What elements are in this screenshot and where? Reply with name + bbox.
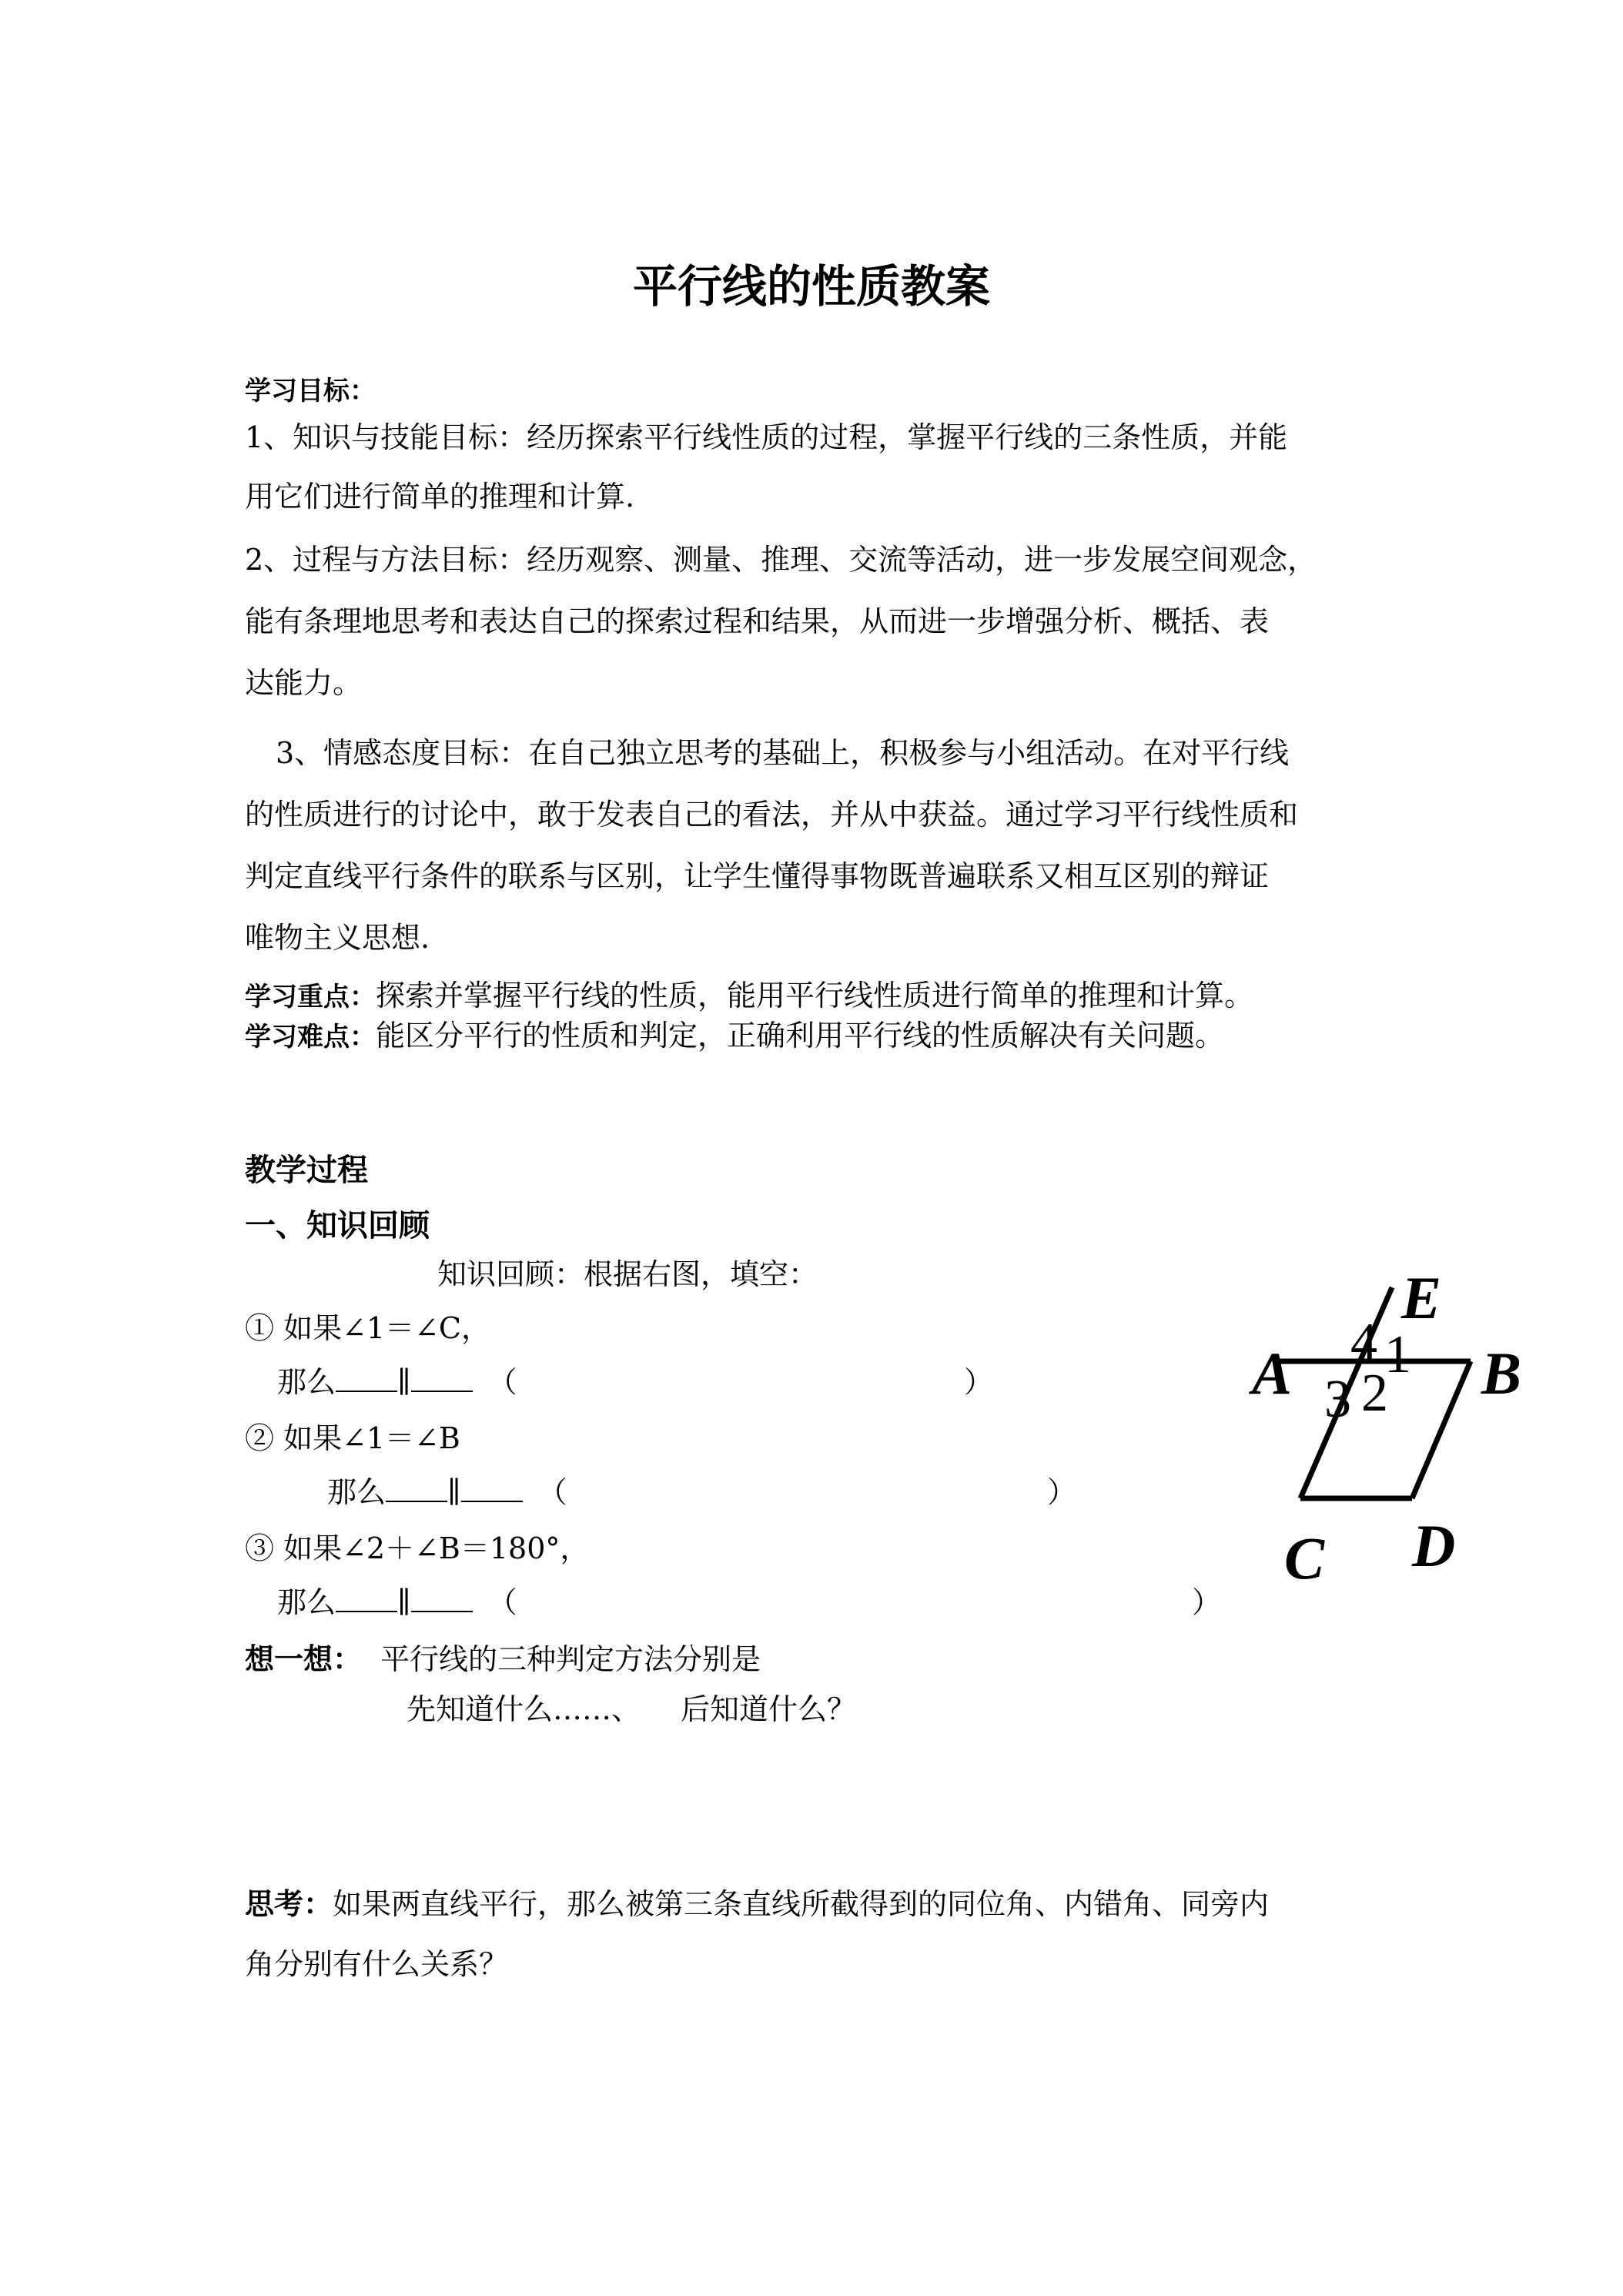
section-review-heading: 一、知识回顾	[245, 1208, 430, 1243]
page-title: 平行线的性质教案	[632, 260, 990, 313]
question-3-answer	[277, 1583, 517, 1622]
paren-open: （	[487, 1585, 517, 1619]
figure-svg	[1224, 1278, 1586, 1602]
angle-3-label: 3	[1324, 1370, 1351, 1429]
objective-1-line-1: 1、知识与技能目标：经历探索平行线性质的过程，掌握平行线的三条性质，并能	[245, 420, 1288, 454]
objective-3-line-3: 判定直线平行条件的联系与区别，让学生懂得事物既普遍联系又相互区别的辩证	[245, 859, 1270, 893]
parallel-symbol: ∥	[397, 1365, 411, 1399]
objective-2-line-1: 2、过程与方法目标：经历观察、测量、推理、交流等活动，进一步发展空间观念，	[245, 543, 1317, 577]
objective-3-line-4: 唯物主义思想.	[245, 921, 430, 955]
review-intro: 知识回顾：根据右图，填空：	[437, 1257, 818, 1291]
answer-blank[interactable]	[461, 1474, 523, 1502]
difficulty	[245, 1016, 1224, 1056]
label-c: C	[1284, 1525, 1325, 1591]
label-a: A	[1252, 1340, 1293, 1407]
objective-2-line-3: 达能力。	[245, 666, 363, 700]
think-line-1: 平行线的三种判定方法分别是	[380, 1642, 761, 1676]
objective-3-line-1: 3、情感态度目标：在自己独立思考的基础上，积极参与小组活动。在对平行线	[276, 736, 1290, 770]
angle-2-label: 2	[1361, 1364, 1388, 1423]
think-block	[245, 1640, 761, 1678]
reflect-line-2: 角分别有什么关系？	[245, 1947, 509, 1981]
question-1-paren-close: ）	[964, 1365, 994, 1399]
difficulty-text: 能区分平行的性质和判定，正确利用平行线的性质解决有关问题。	[376, 1019, 1225, 1053]
answer-blank[interactable]	[411, 1364, 473, 1392]
answer-blank[interactable]	[336, 1585, 397, 1612]
question-2-answer	[327, 1473, 567, 1511]
think-label: 想一想：	[245, 1642, 363, 1676]
objective-2-line-2: 能有条理地思考和表达自己的探索过程和结果，从而进一步增强分析、概括、表	[245, 604, 1270, 638]
question-1-condition: ① 如果∠1＝∠C，	[245, 1311, 491, 1345]
think-line-2-b: 后知道什么？	[681, 1692, 857, 1726]
question-3-paren-close: ）	[1192, 1585, 1222, 1619]
think-line-2-a: 先知道什么……、	[407, 1692, 641, 1726]
think-line-2	[407, 1690, 856, 1729]
objective-3-line-2: 的性质进行的讨论中，敢于发表自己的看法，并从中获益。通过学习平行线性质和	[245, 798, 1299, 832]
then-word: 那么	[277, 1585, 336, 1619]
key-point	[245, 976, 1253, 1016]
geometry-figure	[1224, 1278, 1586, 1602]
paren-open: （	[487, 1365, 517, 1399]
label-b: B	[1481, 1340, 1522, 1407]
answer-blank[interactable]	[386, 1474, 447, 1502]
parallel-symbol: ∥	[447, 1475, 461, 1509]
question-2-condition: ② 如果∠1＝∠B	[245, 1421, 460, 1455]
reflect-label: 思考：	[245, 1887, 333, 1921]
angle-1-label: 1	[1384, 1325, 1411, 1384]
objectives-heading: 学习目标：	[245, 376, 376, 407]
key-point-text: 探索并掌握平行线的性质，能用平行线性质进行简单的推理和计算。	[376, 979, 1254, 1012]
parallel-symbol: ∥	[397, 1585, 411, 1619]
then-word: 那么	[327, 1475, 387, 1509]
objective-1-line-2: 用它们进行简单的推理和计算.	[245, 480, 635, 514]
reflect-line-1	[245, 1885, 1269, 1923]
key-point-label: 学习重点：	[245, 982, 376, 1012]
answer-blank[interactable]	[411, 1585, 473, 1612]
angle-4-label: 4	[1350, 1313, 1377, 1372]
label-e: E	[1401, 1278, 1442, 1331]
answer-blank[interactable]	[336, 1364, 397, 1392]
question-3-condition: ③ 如果∠2＋∠B＝180°，	[245, 1531, 590, 1565]
paren-open: （	[537, 1475, 567, 1509]
reflect-text: 如果两直线平行，那么被第三条直线所截得到的同位角、内错角、同旁内	[333, 1887, 1270, 1921]
difficulty-label: 学习难点：	[245, 1022, 376, 1053]
process-heading: 教学过程	[245, 1153, 368, 1188]
question-2-paren-close: ）	[1047, 1475, 1077, 1509]
line-bd	[1412, 1361, 1471, 1498]
label-d: D	[1412, 1512, 1456, 1579]
then-word: 那么	[277, 1365, 336, 1399]
question-1-answer	[277, 1363, 517, 1401]
